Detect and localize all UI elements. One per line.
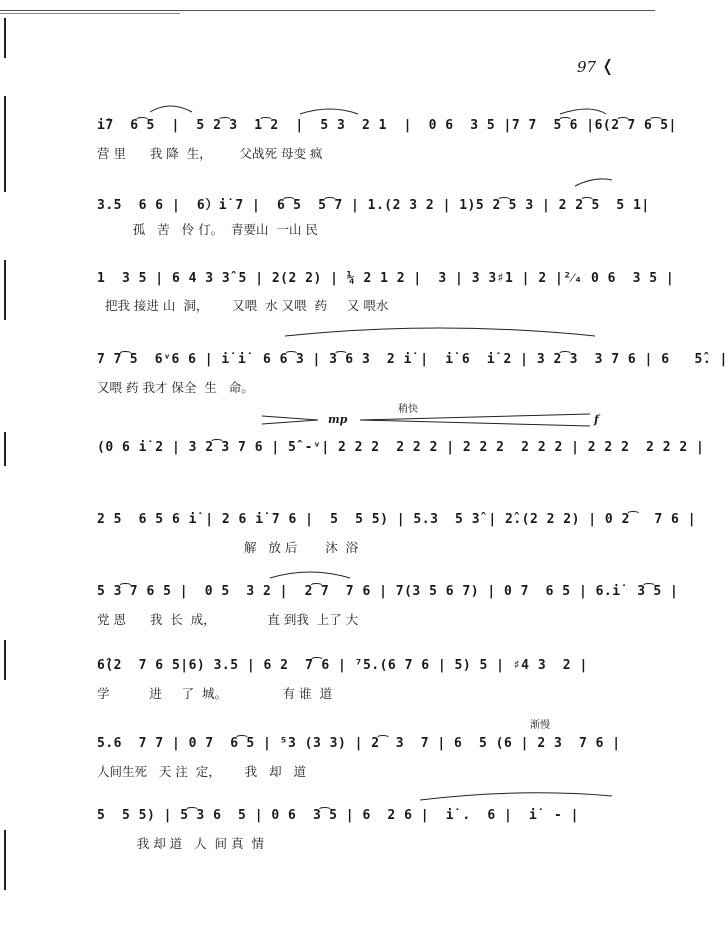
notation-line: (0 6 i̇ 2 | 3 2͡3 7 6 | 5̂ -ᵛ| 2 2 2 2 2 2 | 2 2 2 2 2 2 | 2 2 2 2 2 2 | — [97, 440, 705, 455]
score-row — [0, 118, 677, 188]
page-corner-mark: ❬ — [601, 56, 615, 75]
notation-line: 7 7͡5 6ᵛ6 6 | i̇ i̇ 6 6͡3 | 3͡6 3 2 i̇ | i̇ 6 i̇ 2 | 3 2͡3 3 7 6 | 6 5̂. | — [97, 352, 728, 367]
lyrics-line: 解 放 后 沐 浴 — [97, 540, 359, 555]
lyrics-line: 孤 苦 伶 仃。 青要山 一山 民 — [97, 222, 318, 237]
lyrics-line: 把我 接进 山 洞， 又喂 水 又喂 药 又 喂水 — [97, 298, 389, 313]
notation-line: 5 3͡7 6 5 | 0 5 3 2 | 2͡7 7 6 | 7(3 5 6 7) | 0 7 6 5 | 6.i̇ 3͡5 | — [97, 584, 679, 599]
score-row — [0, 404, 705, 510]
tempo-slower: 渐慢 — [530, 720, 550, 731]
lyrics-line: 营 里 我 降 生， 父战死 母变 疯 — [97, 146, 323, 161]
score-row — [0, 808, 655, 878]
score-row — [0, 194, 655, 264]
notation-line: 6̂(2 7 6 5|6) 3.5 | 6 2 7͡6 | ⁷5.(6 7 6 | 5) 5 | ♯4 3 2 | — [97, 658, 588, 673]
dynamic-mp: mp — [328, 413, 348, 426]
lyrics-line: 又喂 药 我才 保全 生 命。 — [97, 380, 254, 395]
notation-line: 2 5 6 5 6 i̇ | 2 6 i̇ 7 6 | 5 5 5) | 5.3 5 3̂ | 2̂.(2 2 2) | 0 2͡ 7 6 | — [97, 512, 697, 527]
margin-bar — [4, 18, 6, 58]
dynamic-f: f — [594, 413, 599, 426]
score-row — [0, 584, 679, 654]
notation-line: i̇7 6͡5 | 5 2͡3 1͡2 | 5 3 2 1 | 0 6 3 5 |7 7 5͡6 |6(2͡7 6͡5| — [97, 118, 677, 133]
score-row — [0, 352, 728, 422]
lyrics-line: 人间生死 天 注 定， 我 却 道 — [97, 764, 307, 779]
page-number: 97 — [577, 58, 597, 76]
lyrics-line: 学 进 了 城。 有 谁 道 — [97, 686, 333, 701]
score-row — [0, 512, 697, 582]
score-row — [0, 658, 655, 728]
notation-line: 1 3 5 | 6 4 3 3̂ 5 | 2(2 2) | ¼ 2 1 2 | 3 | 3 3♯1 | 2 |²⁄₄ 0 6 3 5 | — [97, 271, 675, 286]
notation-line: 3.5 6 6 | 6）i̇ 7 | 6͡5 5͡7 | 1.(2 3 2 | 1)5 2͡5 3 | 2 2͡5 5 1| — [97, 198, 650, 213]
lyrics-line: 党 恩 我 长 成， 直 到我 上了 大 — [97, 612, 359, 627]
score-row — [0, 720, 655, 806]
lyrics-line: 我 却 道 人 间 真 情 — [97, 836, 264, 851]
top-rule — [0, 10, 655, 11]
notation-line: 5.6 7 7 | 0 7 6͡5 | ⁵3 (3 3) | 2͡ 3 7 | 6 5 (6 | 2 3 7 6 | — [97, 736, 621, 751]
tempo-faster: 稍快 — [398, 404, 418, 415]
score-row — [0, 270, 675, 340]
notation-line: 5 5 5) | 5͡3 6 5 | 0 6 3͡5 | 6 2 6 | i̇ . 6 | i̇ - | — [97, 808, 579, 823]
top-rule-secondary — [0, 13, 180, 14]
